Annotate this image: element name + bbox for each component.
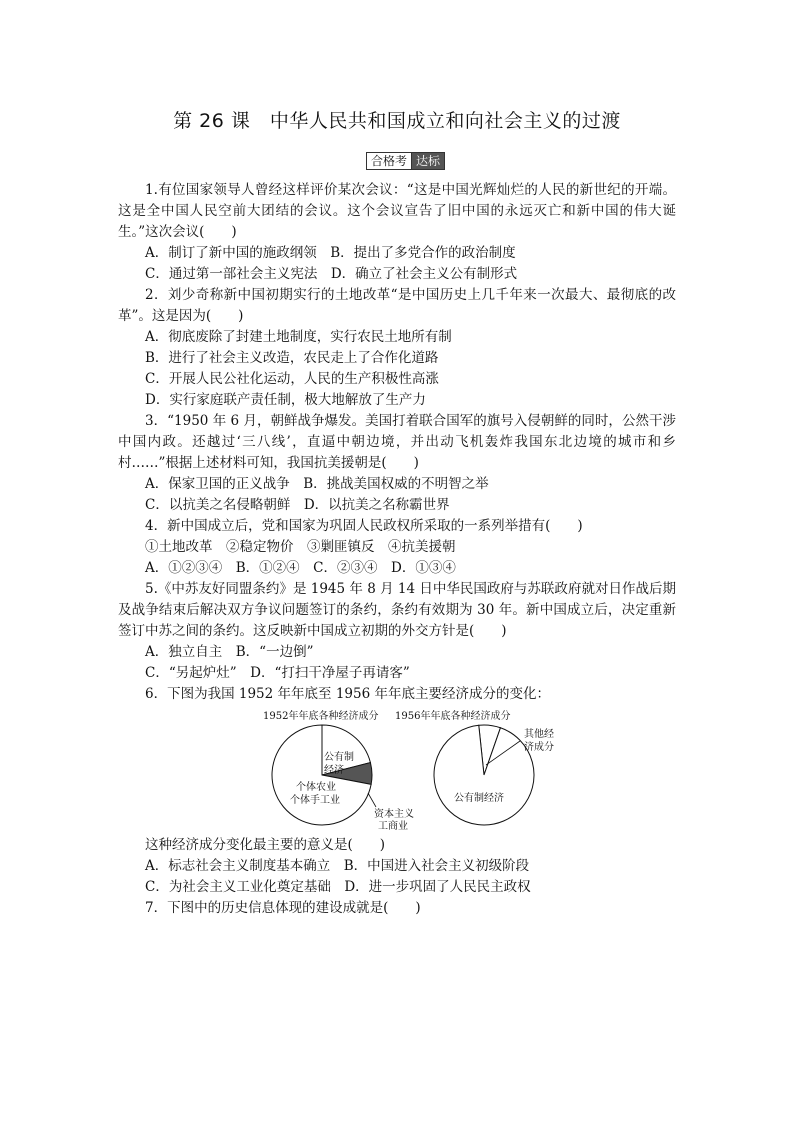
q3-options-ab: A．保家卫国的正义战争 B．挑战美国权威的不明智之举 [145,476,489,492]
q2-stem: 2．刘少奇称新中国初期实行的土地改革“是中国历史上几千年来一次最大、最彻底的改革”。这是因为( ) [118,287,676,324]
chart1-label-individual-line2: 个体手工业 [290,795,340,806]
q5-stem: 5.《中苏友好同盟条约》是 1945 年 8 月 14 日中华民国政府与苏联政府就对日作战后期及战争结束后解决双方争议问题签订的条约，条约有效期为 30 年。新中国成立后，决定重新签订中苏之间的条约。这反映新中国成立初期的外交方针是( ) [118,581,676,639]
level-badge [366,152,445,170]
q6-options-cd: C．为社会主义工业化奠定基础 D．进一步巩固了人民民主政权 [145,879,531,895]
chart2-label-other-line1: 其他经 [524,729,554,740]
q2-option-d: D．实行家庭联产责任制，极大地解放了生产力 [145,392,426,408]
chart1-label-individual-line1: 个体农业 [296,782,336,793]
chart1-label-public-line1: 公有制 [324,752,354,763]
q1-options-ab: A．制订了新中国的施政纲领 B．提出了多党合作的政治制度 [145,245,516,261]
question-list [118,180,676,919]
q4-stem: 4．新中国成立后，党和国家为巩固人民政权所采取的一系列举措有( ) [145,518,583,534]
q1-stem: 1.有位国家领导人曾经这样评价某次会议：“这是中国光辉灿烂的人民的新世纪的开端。这是全中国人民空前大团结的会议。这个会议宣告了旧中国的永远灭亡和新中国的伟大诞生。”这次会议( ) [118,182,676,240]
q3-options-cd: C．以抗美之名侵略朝鲜 D．以抗美之名称霸世界 [145,497,450,513]
chart1-label-capitalist-line1: 资本主义 [374,809,414,820]
chart1-label-public-line2: 经济 [324,765,344,776]
q4-items: ①土地改革 ②稳定物价 ③剿匪镇反 ④抗美援朝 [145,539,456,555]
q5-options-ab: A．独立自主 B．“一边倒” [145,644,314,660]
chart1-pie [272,725,372,825]
q6-question: 这种经济成分变化最主要的意义是( ) [145,837,386,853]
lesson-title: 第 26 课 中华人民共和国成立和向社会主义的过渡 [173,110,621,132]
q2-option-c: C．开展人民公社化运动，人民的生产积极性高涨 [145,371,439,387]
q2-option-b: B．进行了社会主义改造，农民走上了合作化道路 [145,350,439,366]
q2-option-a: A．彻底废除了封建土地制度，实行农民土地所有制 [145,329,452,345]
chart1-title: 1952年年底各种经济成分 [263,711,379,722]
badge-left: 合格考 [366,152,412,170]
chart2-title: 1956年年底各种经济成分 [395,711,511,722]
q1-options-cd: C．通过第一部社会主义宪法 D．确立了社会主义公有制形式 [145,266,518,282]
q6-stem: 6．下图为我国 1952 年年底至 1956 年年底主要经济成分的变化： [145,686,550,702]
pie-charts-svg [118,707,676,831]
chart2-label-public: 公有制经济 [454,793,504,804]
q5-options-cd: C．“另起炉灶” D．“打扫干净屋子再请客” [145,665,410,681]
badge-right: 达标 [412,152,445,170]
chart1-capitalist-leader-line [368,793,376,807]
chart2-label-other-line2: 济成分 [524,742,554,753]
q3-stem: 3．“1950 年 6 月，朝鲜战争爆发。美国打着联合国军的旗号入侵朝鲜的同时，公然干涉中国内政。还越过‘三八线’，直逼中朝边境，并出动飞机轰炸我国东北边境的城市和乡村……”根据上述材料可知，我国抗美援朝是( ) [118,413,676,471]
chart2-pie [434,725,534,825]
economy-pie-charts [118,707,676,831]
chart1-label-capitalist-line2: 工商业 [378,821,408,831]
q4-options: A．①②③④ B．①②④ C．②③④ D．①③④ [145,560,456,576]
q6-options-ab: A．标志社会主义制度基本确立 B．中国进入社会主义初级阶段 [145,858,530,874]
q7-stem: 7．下图中的历史信息体现的建设成就是( ) [145,900,421,916]
